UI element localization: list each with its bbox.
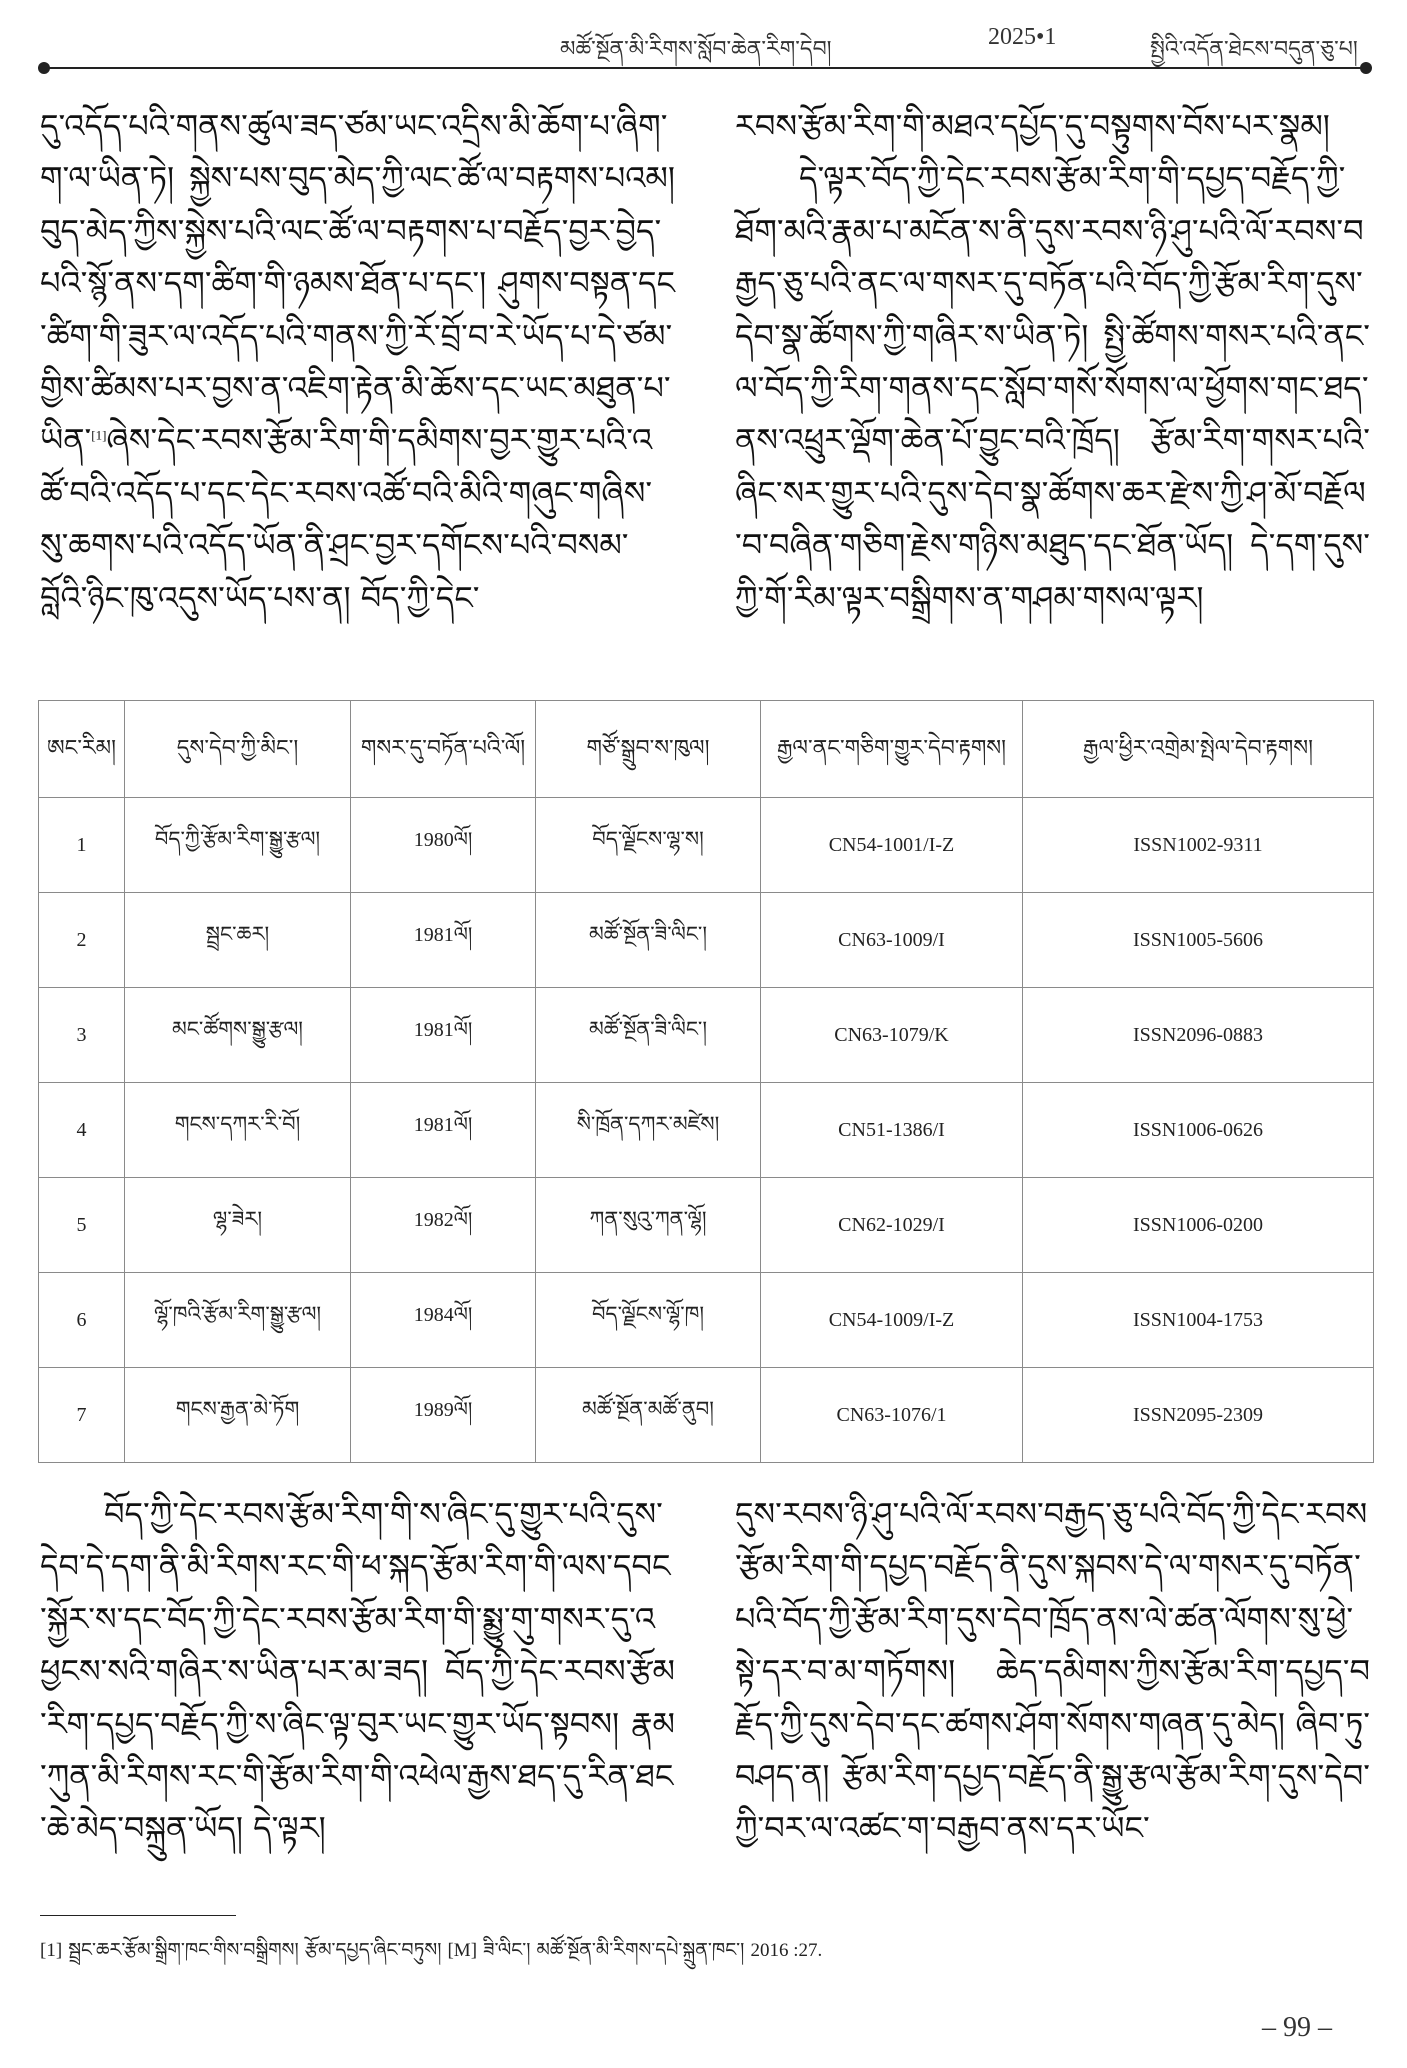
- paragraph-text: དུ་འདོད་པའི་གནས་ཚུལ་ཟད་ཙམ་ཡང་འདྲིས་མི་ཆོག་པ་ཞིག་ག་ལ་ཡིན་ཏེ། སྐྱེས་པས་བུད་མེད་ཀྱི་ལང་ཚོ་ལ་བརྟགས་པའམ། བུད་མེད་ཀྱིས་སྐྱེས་པའི་ལང་ཚོ་ལ་བརྟགས་པ་བརྗོད་བྱར་བྱེད་པའི་སྙོ་ནས་དག་ཚིག་གི་ཉམས་ཐོན་པ་དང་། ཤུགས་བསྟན་དང་ཚིག་གི་ཟུར་ལ་འདོད་པའི་གནས་ཀྱི་རོ་བྲོ་བ་རེ་ཡོད་པ་དེ་ཙམ་གྱིས་ཚིམས་པར་བྱས་ན་འཇིག་རྟེན་མི་ཆོས་དང་ཡང་མཐུན་པ་ཡིན་: [40, 107, 675, 460]
- col-header-title: དུས་དེབ་ཀྱི་མིང་།: [125, 701, 351, 798]
- running-header: [40, 20, 1370, 62]
- rule-right-dot: [1360, 62, 1372, 74]
- cell-number: 6: [39, 1273, 125, 1368]
- cell-location: མཚོ་སྔོན་མཚོ་ནུབ།: [536, 1368, 761, 1463]
- cell-cn: CN63-1009/I: [761, 893, 1023, 988]
- cell-cn: CN51-1386/I: [761, 1083, 1023, 1178]
- periodicals-table: [38, 700, 1374, 1463]
- cell-location: མཚོ་སྔོན་ཟི་ལིང་།: [536, 988, 761, 1083]
- col-header-founded: གསར་དུ་བཏོན་པའི་ལོ།: [351, 701, 536, 798]
- cell-issn: ISSN2096-0883: [1023, 988, 1374, 1083]
- cell-title: ལྷ་ཟེར།: [125, 1178, 351, 1273]
- cell-year: 1982ལོ།: [351, 1178, 536, 1273]
- table-row: [39, 1273, 1374, 1368]
- cell-issn: ISSN1002-9311: [1023, 798, 1374, 893]
- body-column-bottom-right: [735, 1488, 1370, 1855]
- cell-title: སྦྲང་ཆར།: [125, 893, 351, 988]
- cell-issn: ISSN1006-0626: [1023, 1083, 1374, 1178]
- cell-issn: ISSN1004-1753: [1023, 1273, 1374, 1368]
- table-header-row: [39, 701, 1374, 798]
- cell-year: 1980ལོ།: [351, 798, 536, 893]
- table-row: [39, 1368, 1374, 1463]
- footnote-publisher: ཟི་ལིང་། མཚོ་སྔོན་མི་རིགས་དཔེ་སྐྲུན་ཁང་།: [483, 1939, 751, 1961]
- body-column-top-left: [40, 100, 675, 624]
- issue-series: སྤྱིའི་འདོན་ཐེངས་བདུན་ཅུ་པ།: [1150, 37, 1358, 62]
- cell-location: སི་ཁྲོན་དཀར་མཛེས།: [536, 1083, 761, 1178]
- rule-line: [44, 67, 1366, 69]
- paragraph-text-continued: ཞེས་དེང་རབས་རྩོམ་རིག་གི་དམིགས་བྱར་གྱུར་པའི་འཚོ་བའི་འདོད་པ་དང་དེང་རབས་འཚོ་བའི་མིའི་གཞུང་གཞིས་སུ་ཆགས་པའི་འདོད་ཡོན་ནི་ཤྲང་བྱར་དགོངས་པའི་བསམ་བློའི་ཉིང་ཁུ་འདུས་ཡོད་པས་ན། བོད་ཀྱི་དེང་: [40, 421, 653, 617]
- cell-title: མང་ཚོགས་སྒྱུ་རྩལ།: [125, 988, 351, 1083]
- cell-cn: CN62-1029/I: [761, 1178, 1023, 1273]
- footnote-marker: [1]: [40, 1940, 63, 1961]
- cell-location: བོད་ལྗོངས་ལྷོ་ཁ།: [536, 1273, 761, 1368]
- footnote-rule: [40, 1915, 236, 1916]
- body-column-bottom-left: [40, 1488, 675, 1855]
- footnote-year: 2016 :27.: [750, 1940, 823, 1961]
- paragraph-text: དེ་ལྟར་བོད་ཀྱི་དེང་རབས་རྩོམ་རིག་གི་དཔྱད་བརྗོད་ཀྱི་ཐོག་མའི་རྣམ་པ་མངོན་ས་ནི་དུས་རབས་ཉི་ཤུ་པའི་ལོ་རབས་བརྒྱད་ཅུ་པའི་ནང་ལ་གསར་དུ་བཏོན་པའི་བོད་ཀྱི་རྩོམ་རིག་དུས་དེབ་སྣ་ཚོགས་ཀྱི་གཞིར་ས་ཡིན་ཏེ། སྤྱི་ཚོགས་གསར་པའི་ནང་ལ་བོད་ཀྱི་རིག་གནས་དང་སློབ་གསོ་སོགས་ལ་ཕྱོགས་གང་ཐད་ནས་འཕྲུར་ལྡོག་ཆེན་པོ་བྱུང་བའི་ཁྲོད། རྩོམ་རིག་གསར་པའི་ཞིང་སར་གྱུར་པའི་དུས་དེབ་སྣ་ཚོགས་ཆར་རྫེས་ཀྱི་ཤ་མོ་བརྗོལ་བ་བཞིན་གཅིག་རྗེས་གཉིས་མཐུད་དང་ཐོན་ཡོད། དེ་དག་དུས་ཀྱི་གོ་རིམ་ལྟར་བསྒྲིགས་ན་གཤམ་གསལ་ལྟར།: [735, 159, 1370, 617]
- cell-issn: ISSN1005-5606: [1023, 893, 1374, 988]
- cell-cn: CN63-1079/K: [761, 988, 1023, 1083]
- footnote: [40, 1928, 1370, 1982]
- cell-number: 1: [39, 798, 125, 893]
- cell-year: 1984ལོ།: [351, 1273, 536, 1368]
- cell-cn: CN63-1076/1: [761, 1368, 1023, 1463]
- cell-location: ཀན་སུའུ་ཀན་ལྷོ།: [536, 1178, 761, 1273]
- cell-location: བོད་ལྗོངས་ལྷ་ས།: [536, 798, 761, 893]
- paragraph-text: དུས་རབས་ཉི་ཤུ་པའི་ལོ་རབས་བརྒྱད་ཅུ་པའི་བོད་ཀྱི་དེང་རབས་རྩོམ་རིག་གི་དཔྱད་བརྗོད་ནི་དུས་སྐབས་དེ་ལ་གསར་དུ་བཏོན་པའི་བོད་ཀྱི་རྩོམ་རིག་དུས་དེབ་ཁྲོད་ནས་ལེ་ཚན་ལོགས་སུ་ཕྱེ་སྟེ་དར་བ་མ་གཏོགས། ཆེད་དམིགས་ཀྱིས་རྩོམ་རིག་དཔྱད་བརྗོད་ཀྱི་དུས་དེབ་དང་ཚགས་ཤོག་སོགས་གཞན་དུ་མེད། ཞིབ་ཏུ་བཤད་ན། རྩོམ་རིག་དཔྱད་བརྗོད་ནི་སྒྱུ་རྩལ་རྩོམ་རིག་དུས་དེབ་ཀྱི་བར་ལ་འཚང་ག་བརྒྱབ་ནས་དར་ཡོང་: [735, 1495, 1370, 1848]
- table-row: [39, 798, 1374, 893]
- col-header-location: གཙོ་སྒྲུབ་ས་ཁུལ།: [536, 701, 761, 798]
- cell-cn: CN54-1009/I-Z: [761, 1273, 1023, 1368]
- cell-year: 1989ལོ།: [351, 1368, 536, 1463]
- paragraph-text: བོད་ཀྱི་དེང་རབས་རྩོམ་རིག་གི་ས་ཞིང་དུ་གྱུར་པའི་དུས་དེབ་དེ་དག་ནི་མི་རིགས་རང་གི་ཕ་སྐད་རྩོམ་རིག་གི་ལས་དབང་སྐྱོར་ས་དང་བོད་ཀྱི་དེང་རབས་རྩོམ་རིག་གི་སྨྱུ་གུ་གསར་དུ་འཕྱངས་སའི་གཞིར་ས་ཡིན་པར་མ་ཟད། བོད་ཀྱི་དེང་རབས་རྩོམ་རིག་དཔྱད་བརྗོད་ཀྱི་ས་ཞིང་ལྟ་བུར་ཡང་གྱུར་ཡོད་སྟབས། རྣམ་ཀུན་མི་རིགས་རང་གི་རྩོམ་རིག་གི་འཕེལ་རྒྱས་ཐད་དུ་རིན་ཐང་ཆེ་མེད་བསྐྲུན་ཡོད། དེ་ལྟར།: [40, 1495, 675, 1848]
- body-column-top-right: [735, 100, 1370, 624]
- table-row: [39, 1083, 1374, 1178]
- table-row: [39, 988, 1374, 1083]
- cell-title: གངས་རྒྱན་མེ་ཏོག: [125, 1368, 351, 1463]
- table-row: [39, 1178, 1374, 1273]
- col-header-number: ཨང་རིམ།: [39, 701, 125, 798]
- footnote-type: [M]: [447, 1940, 478, 1961]
- footnote-ref[interactable]: [1]: [91, 427, 107, 443]
- paragraph-text: རབས་རྩོམ་རིག་གི་མཐའ་དཔྱོད་དུ་བསྟུགས་བོས་པར་སྣམ།: [735, 107, 1330, 145]
- cell-year: 1981ལོ།: [351, 1083, 536, 1178]
- cell-title: ལྷོ་ཁའི་རྩོམ་རིག་སྒྱུ་རྩལ།: [125, 1273, 351, 1368]
- cell-location: མཚོ་སྔོན་ཟི་ལིང་།: [536, 893, 761, 988]
- cell-title: གངས་དཀར་རི་བོ།: [125, 1083, 351, 1178]
- cell-number: 5: [39, 1178, 125, 1273]
- cell-year: 1981ལོ།: [351, 893, 536, 988]
- cell-number: 3: [39, 988, 125, 1083]
- header-rule: [38, 62, 1372, 74]
- cell-number: 7: [39, 1368, 125, 1463]
- cell-issn: ISSN1006-0200: [1023, 1178, 1374, 1273]
- cell-issn: ISSN2095-2309: [1023, 1368, 1374, 1463]
- footnote-text: སྦྲང་ཆར་རྩོམ་སྒྲིག་ཁང་གིས་བསྒྲིགས། རྩོམ་དཔྱད་ཞིང་བཏུས།: [68, 1939, 448, 1961]
- page-number: – 99 –: [1262, 2012, 1332, 2043]
- cell-cn: CN54-1001/I-Z: [761, 798, 1023, 893]
- col-header-cn: རྒྱལ་ནང་གཅིག་གྱུར་དེབ་རྟགས།: [761, 701, 1023, 798]
- issue-number: 2025•1: [988, 24, 1057, 50]
- cell-title: བོད་ཀྱི་རྩོམ་རིག་སྒྱུ་རྩལ།: [125, 798, 351, 893]
- cell-number: 4: [39, 1083, 125, 1178]
- journal-title: མཚོ་སྔོན་མི་རིགས་སློབ་ཆེན་རིག་དེབ།: [560, 37, 832, 62]
- cell-year: 1981ལོ།: [351, 988, 536, 1083]
- cell-number: 2: [39, 893, 125, 988]
- col-header-issn: རྒྱལ་ཕྱིར་འགྲེམ་སྤེལ་དེབ་རྟགས།: [1023, 701, 1374, 798]
- table-row: [39, 893, 1374, 988]
